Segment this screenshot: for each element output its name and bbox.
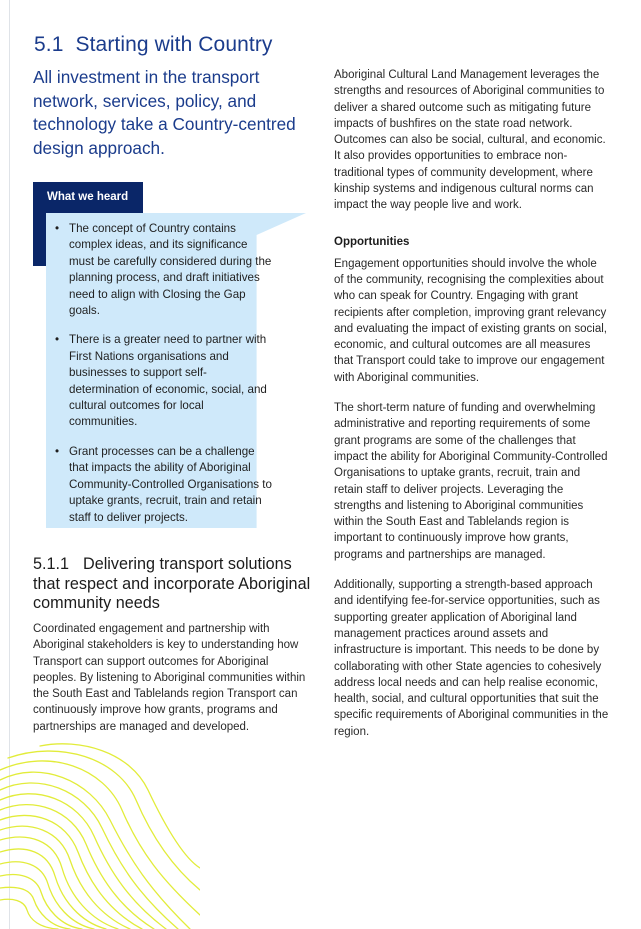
opportunities-heading: Opportunities	[334, 235, 410, 248]
cultural-land-management-paragraph: Aboriginal Cultural Land Management leverages the strengths and resources of Aboriginal communities to deliver a shared outcome such as mitigating future impacts of bushfires on the state road network. Outcomes can also be social, cultural, and economic. It also provides opportunities to embrace non-traditional types of community development, where kinship systems and indigenous cultural norms can impact the way people live and work.	[334, 69, 606, 212]
section-title: Starting with Country	[75, 33, 273, 56]
section-heading	[34, 33, 273, 57]
bullet-icon: •	[55, 444, 60, 458]
what-we-heard-item: • The concept of Country contains complex ideas, and its significance must be carefully considered during the planning process, and draft initiatives need to align with Closing the Gap goals.	[55, 222, 272, 318]
what-we-heard-list	[55, 221, 275, 539]
funding-paragraph: The short-term nature of funding and overwhelming administrative and reporting requirements of some grant programs are some of the challenges that impact the ability for Aboriginal Community-Controlled Organisations to uptake grants, recruit, train and retain staff to deliver projects. Leveraging the strengths and listening to Aboriginal communities within the South East and Tablelands region is important to continuously improve how grants, programs and partnerships are managed.	[334, 402, 608, 561]
subsection-number: 5.1.1	[33, 555, 70, 573]
what-we-heard-item: • There is a greater need to partner with First Nations organisations and businesses to support self-determination of economic, social, and cultural outcomes for local communities.	[55, 333, 267, 429]
right-column	[334, 67, 609, 754]
engagement-paragraph: Engagement opportunities should involve the whole of the community, recognising the complexities about who can speak for Country. Engaging with grant recipients after completion, improving grant relevancy and evaluating the impact of existing grants on social, economic, and cultural outcomes are all measures that Transport could take to improve our engagement with Aboriginal communities.	[334, 257, 607, 384]
subsection-title: Delivering transport solutions that respect and incorporate Aboriginal community needs	[33, 555, 311, 612]
subsection-body	[33, 621, 308, 735]
subsection-heading	[33, 555, 323, 614]
bullet-icon: •	[55, 333, 60, 347]
contour-lines	[0, 744, 200, 929]
bullet-icon: •	[55, 222, 60, 235]
subsection-paragraph: Coordinated engagement and partnership with Aboriginal stakeholders is key to understanding how Transport can support outcomes for Aboriginal peoples. By listening to Aboriginal communities within the South East and Tablelands region Transport can continuously improve how grants, programs and partnerships are managed and developed.	[33, 623, 306, 733]
contour-lines-graphic	[0, 740, 200, 929]
what-we-heard-title: What we heard	[47, 191, 129, 203]
what-we-heard-item: • Grant processes can be a challenge that impacts the ability of Aboriginal Community-Controlled Organisations to uptake grants, recruit, train and retain staff to deliver projects.	[55, 444, 272, 524]
strength-based-paragraph: Additionally, supporting a strength-based approach and identifying fee-for-service opportunities, such as supporting greater application of Aboriginal land management practices around assets and infrastructure is important. This needs to be done by collaborating with other State agencies to cohesively address local needs and can help realise economic, health, social, and cultural opportunities that suit the specific requirements of Aboriginal communities in the region.	[334, 579, 609, 738]
section-number: 5.1	[34, 33, 64, 56]
intro-statement: All investment in the transport network, services, policy, and technology take a Country-centred design approach.	[33, 67, 296, 158]
